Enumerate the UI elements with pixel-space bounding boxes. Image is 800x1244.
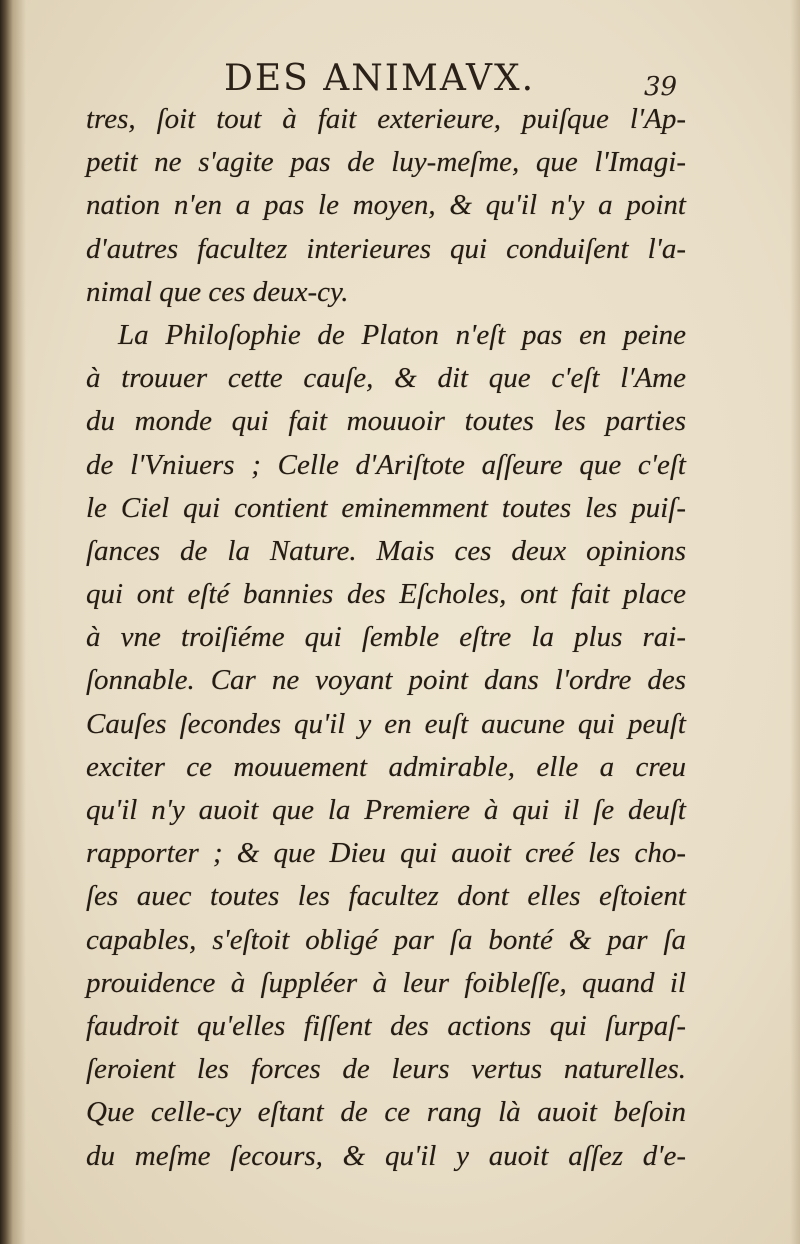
text-line: faudroit qu'elles fiſſent des actions qui ſurpaſ- [86,1009,686,1042]
text-line: exciter ce mouuement admirable, elle a creu [86,750,686,783]
text-line: ſonnable. Car ne voyant point dans l'ordre des [86,664,686,697]
text-line: Cauſes ſecondes qu'il y en euſt aucune qui peuſt [86,707,686,740]
text-line: du monde qui fait mouuoir toutes les parties [86,405,686,438]
text-line: ſeroient les forces de leurs vertus naturelles. [86,1053,686,1086]
text-line: tres, ſoit tout à fait exterieure, puiſque l'Ap- [86,103,686,135]
text-line: du meſme ſecours, & qu'il y auoit aſſez d'e- [86,1139,686,1172]
text-line: petit ne s'agite pas de luy-meſme, que l'Imagi- [86,146,686,179]
text-line: de l'Vniuers ; Celle d'Ariſtote aſſeure que c'eſt [86,448,686,481]
page-number: 39 [644,72,678,102]
text-line: nimal que ces deux-cy. [86,275,349,308]
text-line: capables, s'eſtoit obligé par ſa bonté & par ſa [86,923,686,956]
text-line: à trouuer cette cauſe, & dit que c'eſt l'Ame [86,362,686,395]
page-edge [790,0,800,1244]
text-line: La Philoſophie de Platon n'eſt pas en peine [118,318,686,351]
text-line: ſances de la Nature. Mais ces deux opinions [86,534,686,567]
text-line: nation n'en a pas le moyen, & qu'il n'y a point [86,189,686,222]
text-line: d'autres facultez interieures qui conduiſent l'a- [86,232,686,265]
gutter-shadow [0,0,26,1244]
text-line: qui ont eſté bannies des Eſcholes, ont fait place [86,578,686,611]
text-line: à vne troiſiéme qui ſemble eſtre la plus rai- [86,621,686,654]
text-line: Que celle-cy eſtant de ce rang là auoit beſoin [86,1096,686,1129]
text-line: le Ciel qui contient eminemment toutes les puiſ- [86,491,686,524]
body-text [86,98,686,1178]
running-title: DES ANIMAVX. [224,58,536,99]
text-line: rapporter ; & que Dieu qui auoit creé les cho- [86,837,686,870]
text-line: prouidence à ſuppléer à leur foibleſſe, quand il [86,966,686,999]
text-line: qu'il n'y auoit que la Premiere à qui il ſe deuſt [86,794,686,826]
text-line: ſes auec toutes les facultez dont elles eſtoient [86,880,686,913]
